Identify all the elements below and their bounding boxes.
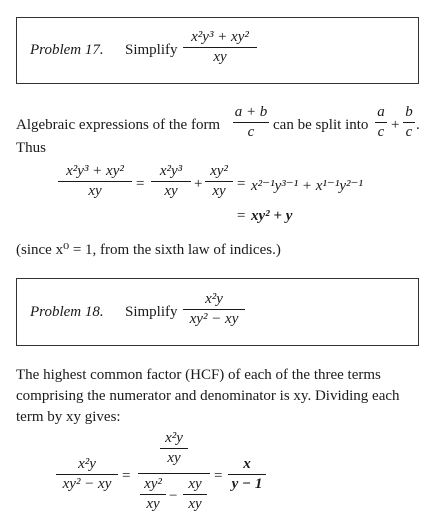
intro-text-before: Algebraic expressions of the form xyxy=(16,117,221,133)
fraction-denominator: xy² − xy xyxy=(62,476,112,492)
fraction-bar xyxy=(205,181,233,182)
result-denominator: y − 1 xyxy=(231,476,263,492)
work18-result-fraction xyxy=(228,456,266,493)
problem-17-verb: Simplify xyxy=(125,42,178,58)
work17-rhs-expanded: x²⁻¹y³⁻¹ + x¹⁻¹y²⁻¹ xyxy=(251,178,363,194)
fraction-denominator: xy xyxy=(213,49,227,65)
fraction-numerator: xy² xyxy=(210,163,228,179)
indices-note: (since x⁰ = 1, from the sixth law of indices.) xyxy=(16,242,281,258)
fraction-bar xyxy=(375,122,387,123)
fraction-bar xyxy=(403,122,415,123)
equals-sign: = xyxy=(122,468,131,484)
fraction-denominator: xy xyxy=(212,183,226,199)
fraction-numerator: x²y xyxy=(78,456,96,472)
compound-denominator-term2 xyxy=(183,476,207,513)
work18-lhs-fraction xyxy=(56,456,118,493)
equals-sign: = xyxy=(136,176,145,192)
fraction-denominator: xy xyxy=(188,496,202,512)
form-numerator: a + b xyxy=(234,104,268,120)
split-denominator-c: c xyxy=(377,124,385,140)
fraction-denominator: xy xyxy=(146,496,160,512)
problem-18-label: Problem 18. xyxy=(30,304,104,320)
work17-result: xy² + y xyxy=(251,208,293,224)
fraction-denominator: xy xyxy=(164,183,178,199)
work18-compound-fraction xyxy=(138,430,210,525)
fraction-bar xyxy=(160,448,188,449)
fraction-bar xyxy=(233,122,269,123)
split-fraction-b xyxy=(403,104,415,141)
fraction-numerator: x²y xyxy=(205,291,223,307)
compound-denominator-term1 xyxy=(140,476,166,513)
fraction-bar xyxy=(56,474,118,475)
fraction-denominator: xy xyxy=(167,450,181,466)
result-numerator: x xyxy=(243,456,251,472)
thus-text: Thus xyxy=(16,140,46,156)
split-numerator-a: a xyxy=(377,104,385,120)
equals-sign: = xyxy=(237,176,246,192)
intro-period: . xyxy=(416,117,420,133)
split-denominator-c: c xyxy=(405,124,413,140)
fraction-numerator: x²y³ + xy² xyxy=(191,29,249,45)
minus-sign: − xyxy=(169,488,178,504)
work17-term1-fraction xyxy=(151,163,191,200)
split-fraction-a xyxy=(375,104,387,141)
compound-numerator xyxy=(160,430,188,467)
fraction-denominator: xy xyxy=(88,183,102,199)
fraction-bar xyxy=(183,309,245,310)
problem-17-fraction xyxy=(183,29,257,66)
fraction-bar xyxy=(151,181,191,182)
problem-18-verb: Simplify xyxy=(125,304,178,320)
hcf-paragraph: The highest common factor (HCF) of each of the three terms comprising the numerator and denominator is xy. Dividing each term by xy gives: xyxy=(16,367,400,425)
fraction-numerator: x²y³ + xy² xyxy=(66,163,124,179)
fraction-numerator: x²y xyxy=(165,430,183,446)
fraction-bar xyxy=(183,47,257,48)
fraction-bar xyxy=(58,181,132,182)
intro-text-mid: can be split into xyxy=(273,117,369,133)
form-denominator: c xyxy=(247,124,255,140)
form-fraction xyxy=(233,104,269,141)
fraction-bar xyxy=(228,474,266,475)
split-numerator-b: b xyxy=(405,104,413,120)
compound-main-bar xyxy=(138,473,210,474)
equals-sign: = xyxy=(214,468,223,484)
fraction-numerator: xy xyxy=(188,476,202,492)
problem-18-fraction xyxy=(183,291,245,328)
fraction-denominator: xy² − xy xyxy=(189,311,239,327)
fraction-bar xyxy=(183,494,207,495)
fraction-numerator: xy² xyxy=(144,476,162,492)
plus-sign: + xyxy=(194,176,203,192)
fraction-bar xyxy=(140,494,166,495)
problem-17-label: Problem 17. xyxy=(30,42,104,58)
fraction-numerator: x²y³ xyxy=(159,163,183,179)
work17-lhs-fraction xyxy=(58,163,132,200)
work17-term2-fraction xyxy=(205,163,233,200)
split-plus: + xyxy=(391,117,400,133)
equals-sign: = xyxy=(237,208,246,224)
